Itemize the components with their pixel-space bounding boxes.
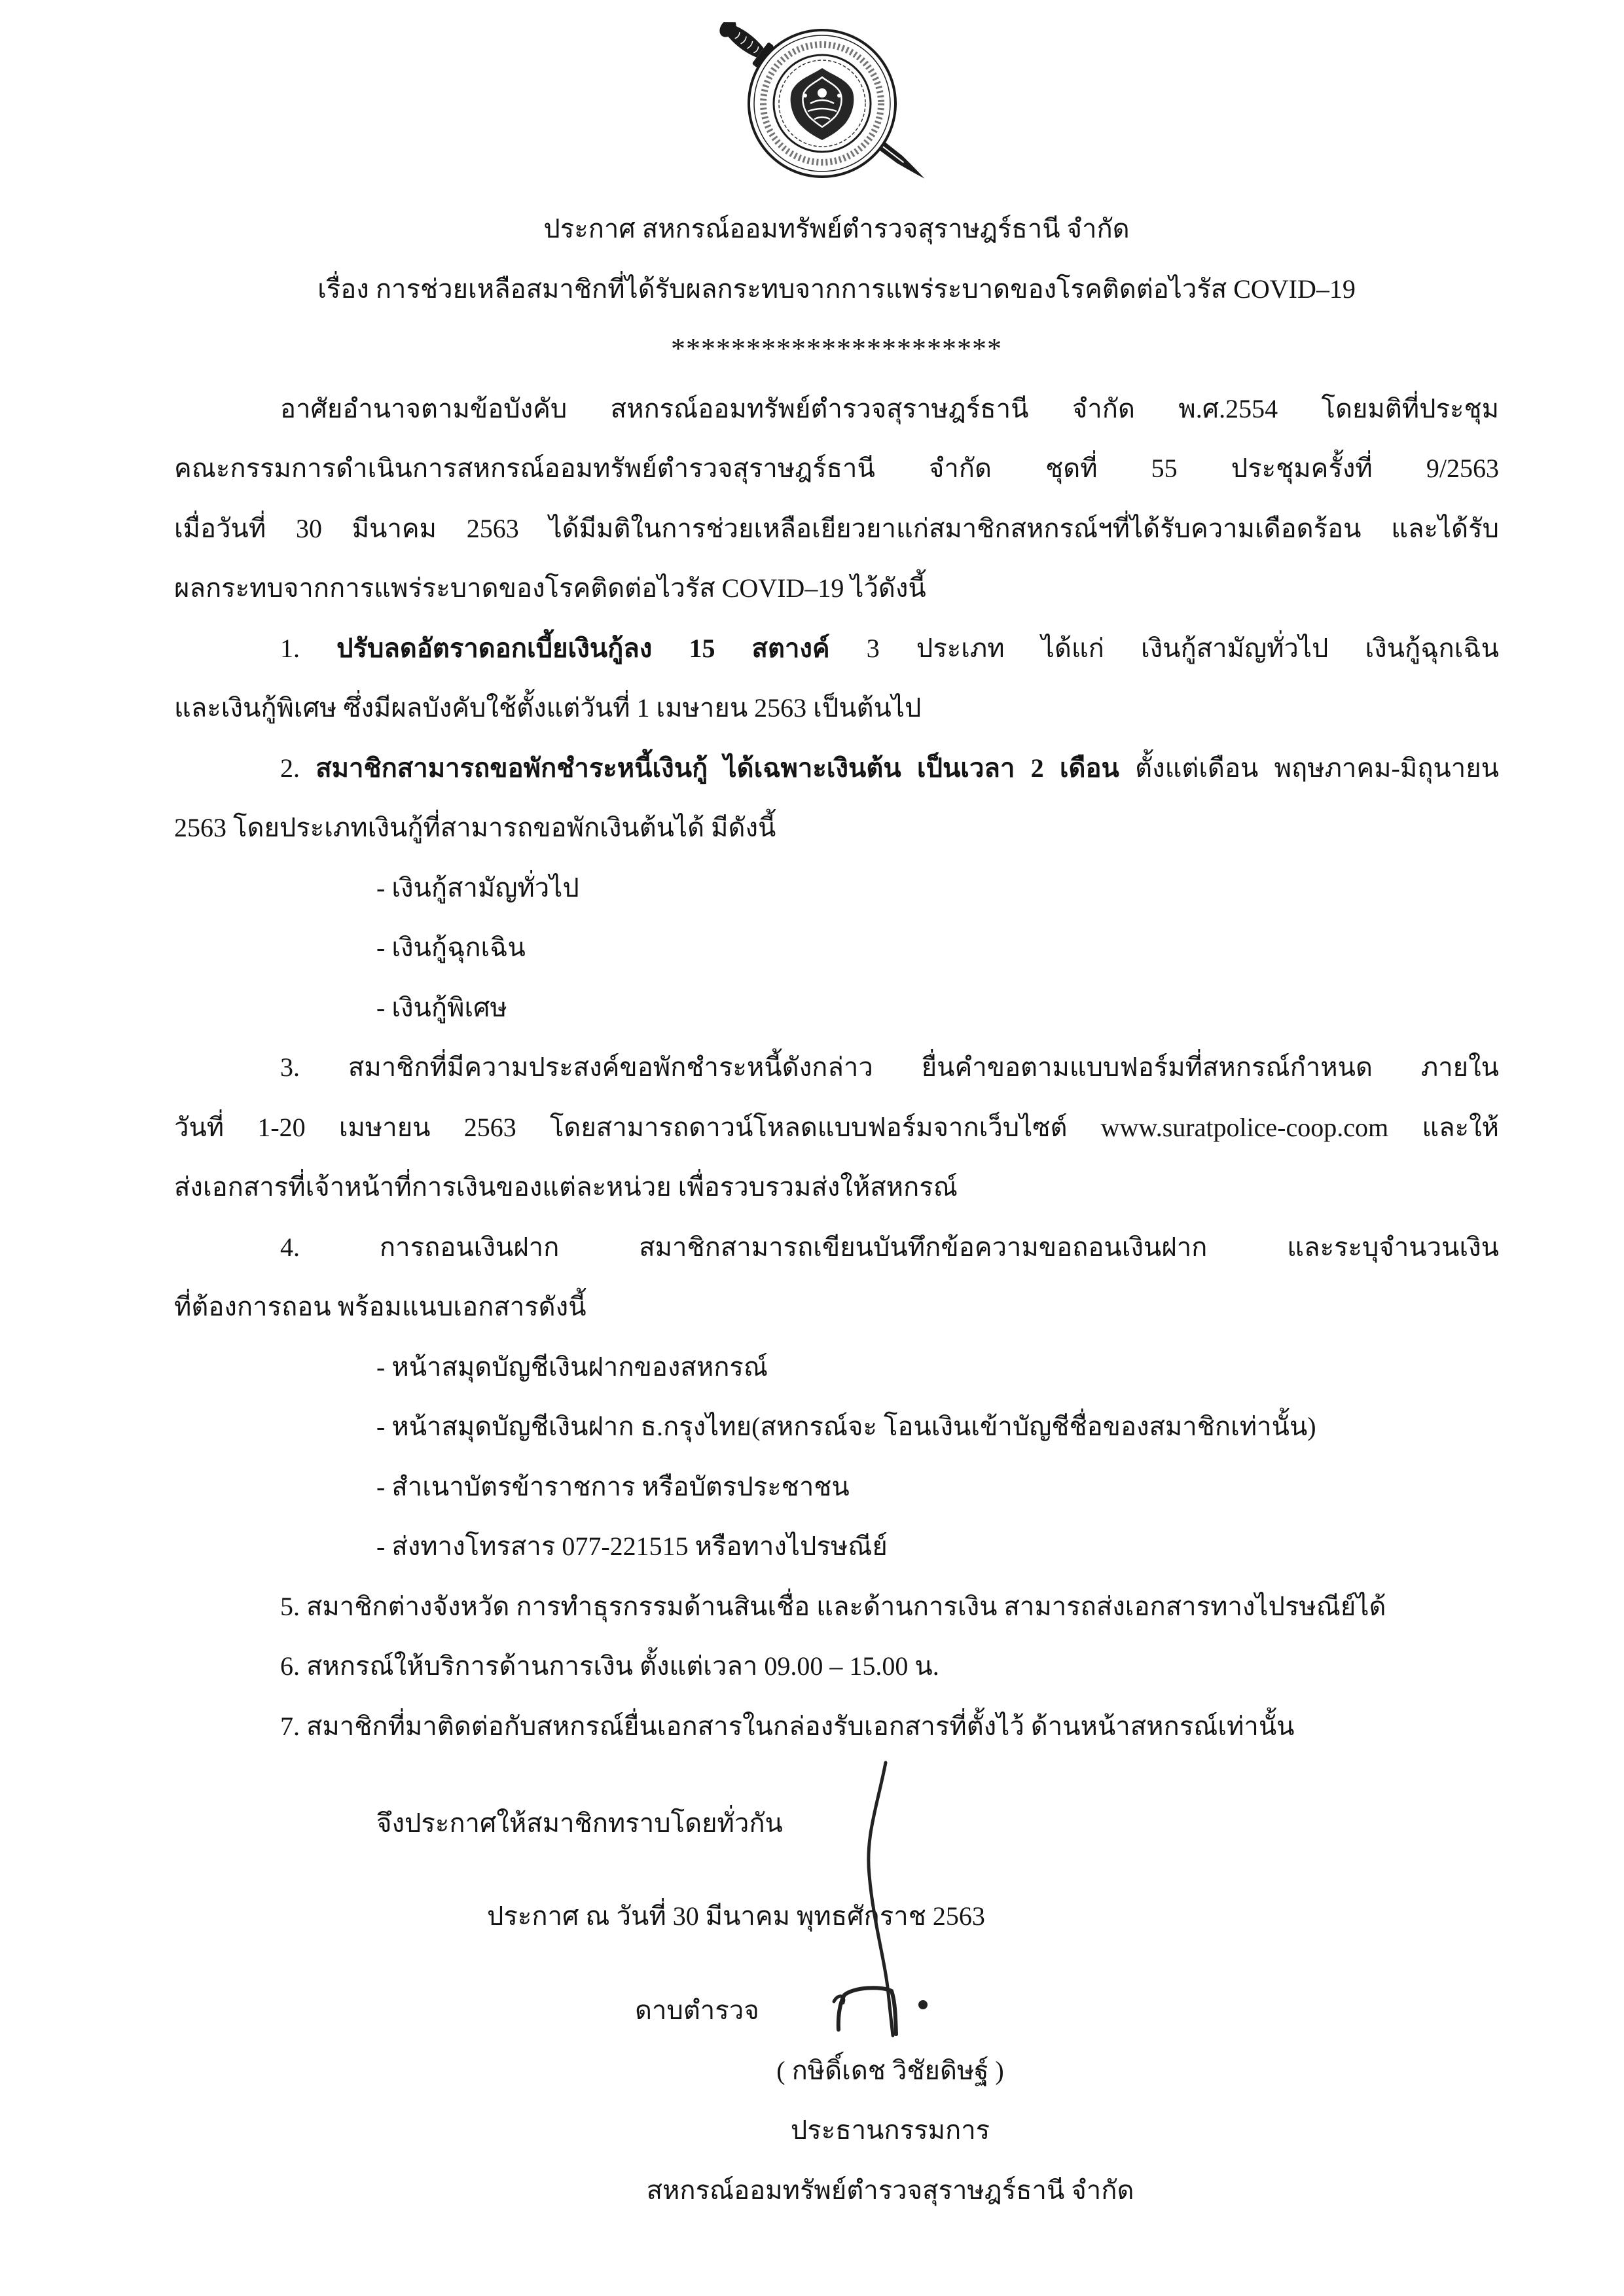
cooperative-seal-logo [719,22,928,186]
item-text: การถอนเงินฝาก สมาชิกสามารถเขียนบันทึกข้อความขอถอนเงินฝาก และระบุจำนวนเงิน [379,1232,1499,1262]
item-text: สหกรณ์ให้บริการด้านการเงิน ตั้งแต่เวลา 09.00 – 15.00 น. [306,1651,939,1681]
item-text: สมาชิกต่างจังหวัด การทำธุรกรรมด้านสินเชื่อ และด้านการเงิน สามารถส่งเอกสารทางไปรษณีย์ได้ [306,1591,1386,1621]
item-4-line: ที่ต้องการถอน พร้อมแนบเอกสารดังนี้ [174,1292,586,1321]
item-highlight: สมาชิกสามารถขอพักชำระหนี้เงินกู้ ได้เฉพาะเงินต้น เป็นเวลา 2 เดือน [316,753,1119,783]
signer-name: ( กษิดิ์เดช วิชัยดิษฐ์ ) [776,2055,1004,2085]
seal-circle [749,30,895,177]
item-number: 1. [280,633,300,663]
item-2-line [174,738,1499,798]
signature-block [563,2041,1218,2221]
intro-line: เมื่อวันที่ 30 มีนาคม 2563 ได้มีมติในการช่วยเหลือเยียวยาแก่สมาชิกสหกรณ์ฯที่ได้รับความเดือดร้อน และได้รับ [174,513,1499,543]
item-text: ตั้งแต่เดือน พฤษภาคม-มิถุนายน [1135,753,1499,783]
closing-statement: จึงประกาศให้สมาชิกทราบโดยทั่วกัน [376,1808,783,1838]
signer-rank: ดาบตำรวจ [635,1996,759,2025]
item-2-sub-item: - เงินกู้พิเศษ [376,992,507,1022]
item-2-sub-item: - เงินกู้สามัญทั่วไป [376,872,579,903]
item-number: 7. [280,1711,300,1741]
announcement-date: ประกาศ ณ วันที่ 30 มีนาคม พุทธศักราช 2563 [487,1901,985,1931]
item-5-line [174,1577,1499,1637]
intro-line: อาศัยอำนาจตามข้อบังคับ สหกรณ์ออมทรัพย์ตำรวจสุราษฎร์ธานี จำกัด พ.ศ.2554 โดยมติที่ประชุม [280,393,1499,423]
item-number: 5. [280,1591,300,1621]
item-text: สมาชิกที่มีความประสงค์ขอพักชำระหนี้ดังกล่าว ยื่นคำขอตามแบบฟอร์มที่สหกรณ์กำหนด ภายใน [348,1052,1499,1082]
item-3-line [174,1037,1499,1098]
intro-line: ผลกระทบจากการแพร่ระบาดของโรคติดต่อไวรัส COVID–19 ไว้ดังนี้ [174,573,926,603]
intro-line: คณะกรรมการดำเนินการสหกรณ์ออมทรัพย์ตำรวจสุราษฎร์ธานี จำกัด ชุดที่ 55 ประชุมครั้งที่ 9/2563 [174,454,1499,483]
item-4-sub-item: - หน้าสมุดบัญชีเงินฝากของสหกรณ์ [376,1352,768,1382]
item-1-line: และเงินกู้พิเศษ ซึ่งมีผลบังคับใช้ตั้งแต่วันที่ 1 เมษายน 2563 เป็นต้นไป [174,693,922,723]
item-2-line: 2563 โดยประเภทเงินกู้ที่สามารถขอพักเงินต้นได้ มีดังนี้ [174,813,776,842]
item-text: 3 ประเภท ได้แก่ เงินกู้สามัญทั่วไป เงินกู้ฉุกเฉิน [866,633,1499,663]
document-subject: เรื่อง การช่วยเหลือสมาชิกที่ได้รับผลกระทบจากการแพร่ระบาดของโรคติดต่อไวรัส COVID–19 [317,274,1356,304]
item-3-line: วันที่ 1-20 เมษายน 2563 โดยสามารถดาวน์โหลดแบบฟอร์มจากเว็บไซต์ www.suratpolice-coop.com และให้ [174,1112,1499,1142]
item-4-line [174,1217,1499,1278]
item-6-line [174,1636,1499,1696]
item-3-line: ส่งเอกสารที่เจ้าหน้าที่การเงินของแต่ละหน่วย เพื่อรวบรวมส่งให้สหกรณ์ [174,1172,958,1202]
item-4-sub-item: - สำเนาบัตรข้าราชการ หรือบัตรประชาชน [376,1471,850,1501]
signer-position: ประธานกรรมการ [790,2115,990,2145]
item-text: สมาชิกที่มาติดต่อกับสหกรณ์ยื่นเอกสารในกล่องรับเอกสารที่ตั้งไว้ ด้านหน้าสหกรณ์เท่านั้น [306,1711,1295,1741]
item-number: 4. [280,1232,300,1262]
item-number: 3. [280,1052,300,1082]
title-divider: ********************** [671,332,1002,365]
item-number: 6. [280,1651,300,1681]
announcement-body [174,199,1499,2220]
item-number: 2. [280,753,300,783]
item-highlight: ปรับลดอัตราดอกเบี้ยเงินกู้ลง 15 สตางค์ [336,633,830,663]
item-2-sub-item: - เงินกู้ฉุกเฉิน [376,933,526,962]
item-4-sub-item: - ส่งทางโทรสาร 077-221515 หรือทางไปรษณีย์ [376,1532,888,1561]
signer-organization: สหกรณ์ออมทรัพย์ตำรวจสุราษฎร์ธานี จำกัด [646,2175,1134,2205]
item-1-line [174,619,1499,679]
document-title: ประกาศ สหกรณ์ออมทรัพย์ตำรวจสุราษฎร์ธานี จำกัด [543,214,1130,243]
item-7-line [174,1696,1499,1757]
item-4-sub-item: - หน้าสมุดบัญชีเงินฝาก ธ.กรุงไทย(สหกรณ์จะ โอนเงินเข้าบัญชีชื่อของสมาชิกเท่านั้น) [376,1412,1316,1441]
